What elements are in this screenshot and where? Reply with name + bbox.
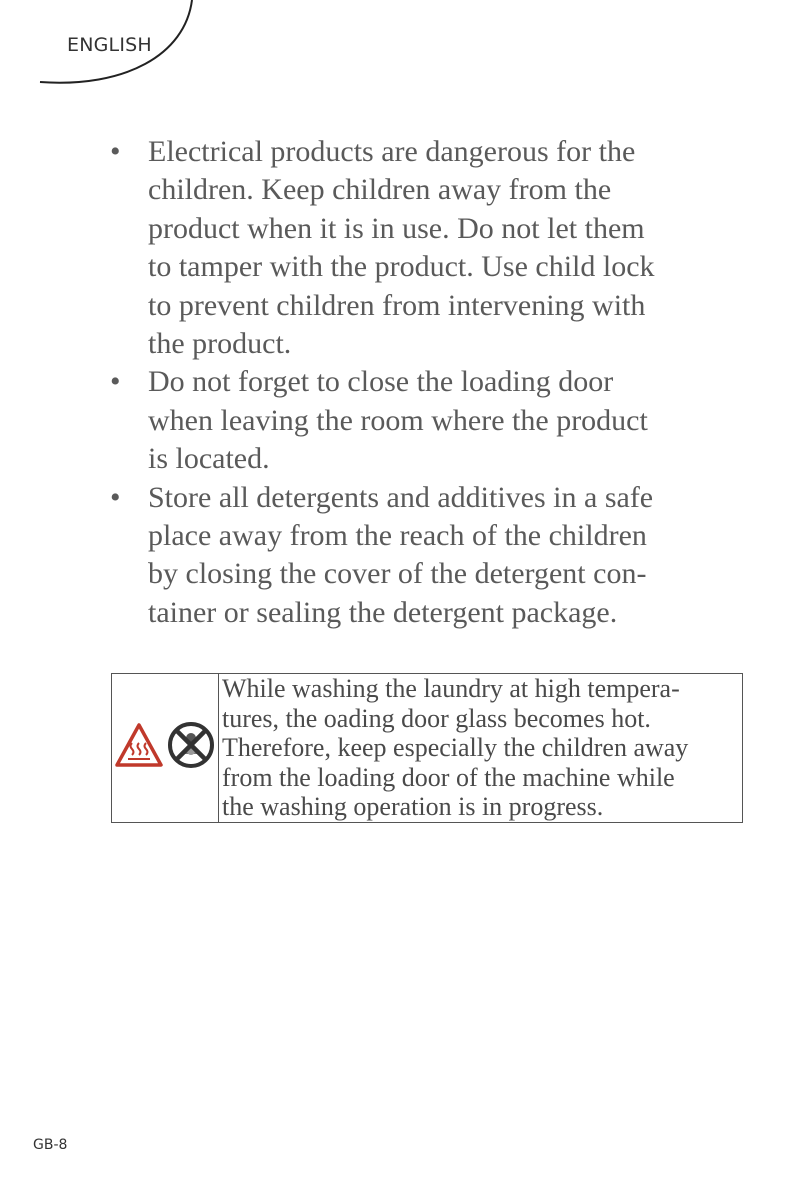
language-label: ENGLISH bbox=[67, 34, 152, 56]
bullet-text: Electrical products are dangerous for the children. Keep children away from the product when it is in use. Do not let them to tamper with the product. Use child lock to prevent children from intervening with the product. bbox=[148, 135, 655, 361]
bullet-dot-icon: • bbox=[110, 480, 121, 514]
bullet-item-loading-door bbox=[100, 363, 720, 478]
safety-bullet-list bbox=[100, 133, 720, 632]
bullet-item-detergent-storage bbox=[100, 479, 720, 633]
bullet-dot-icon: • bbox=[110, 365, 121, 399]
hot-glass-warning-box bbox=[111, 673, 743, 823]
warning-text: While washing the laundry at high tempera- tures, the oading door glass becomes hot. Therefore, keep especially the children away from the loading door of the machine while the washing operation is in progress. bbox=[222, 674, 689, 822]
page-number: GB-8 bbox=[33, 1137, 68, 1153]
warning-icons-cell bbox=[112, 674, 219, 822]
hot-surface-warning-icon bbox=[114, 722, 164, 768]
no-children-icon bbox=[166, 720, 216, 770]
bullet-text: Store all detergents and additives in a safe place away from the reach of the children by closing the cover of the detergent con- tainer or sealing the detergent package. bbox=[148, 480, 654, 629]
bullet-item-child-safety bbox=[100, 133, 720, 363]
bullet-text: Do not forget to close the loading door when leaving the room where the product is located. bbox=[148, 365, 648, 476]
bullet-dot-icon: • bbox=[110, 135, 121, 168]
